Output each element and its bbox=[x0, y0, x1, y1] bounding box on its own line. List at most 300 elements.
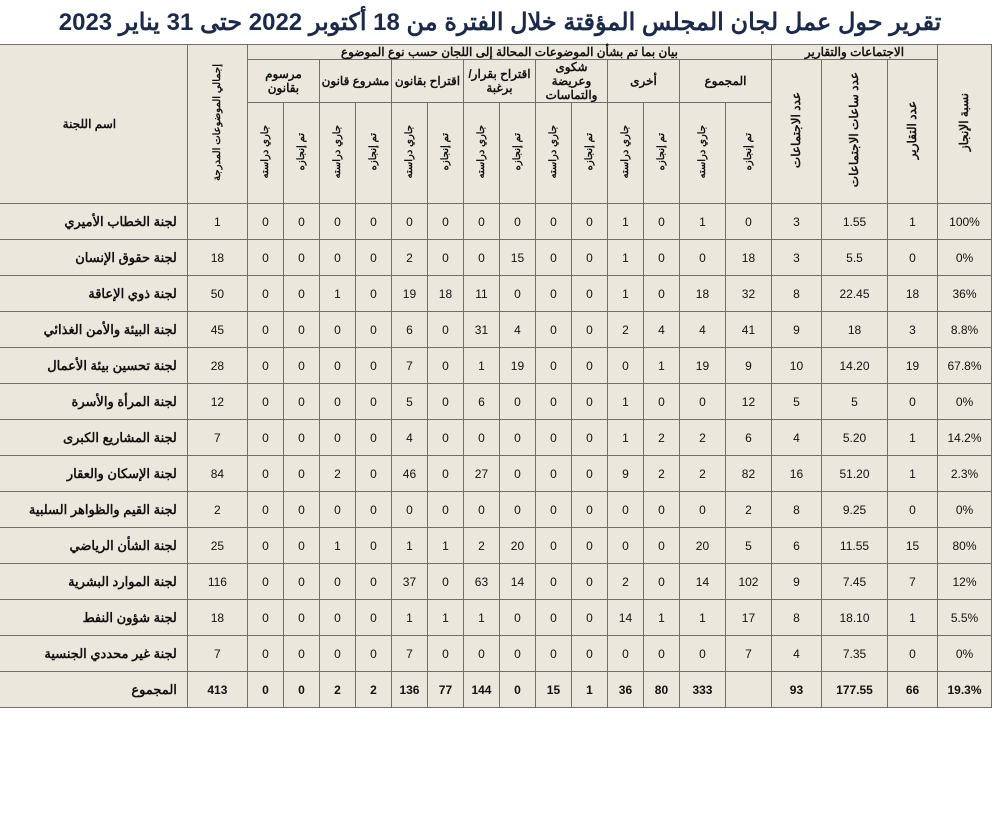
cell-completion-rate: 14.2% bbox=[938, 420, 992, 456]
cell-committee-name: لجنة المشاريع الكبرى bbox=[0, 420, 187, 456]
th-decree-pending: جاري دراسته bbox=[247, 103, 283, 204]
th-total-done: تم إنجازه bbox=[725, 103, 771, 204]
th-meeting-hours-label: عدد ساعات الاجتماعات bbox=[846, 72, 861, 188]
cell-other-done: 0 bbox=[643, 384, 679, 420]
th-total-referred-label: إجمالي الموضوعات المدرجة bbox=[211, 64, 223, 181]
cell-decree-pending: 0 bbox=[247, 492, 283, 528]
cell-meetings-count: 4 bbox=[771, 420, 821, 456]
cell-decree-pending: 0 bbox=[247, 348, 283, 384]
cell-complaints-done: 0 bbox=[571, 636, 607, 672]
cell-completion-rate: 5.5% bbox=[938, 600, 992, 636]
th-group-meetings: الاجتماعات والتقارير bbox=[771, 45, 937, 60]
cell-meeting-hours: 5 bbox=[822, 384, 888, 420]
cell-decree-done: 0 bbox=[283, 348, 319, 384]
cell-complaints-done: 0 bbox=[571, 204, 607, 240]
cell-draft-pending: 0 bbox=[319, 240, 355, 276]
cell-completion-rate: 36% bbox=[938, 276, 992, 312]
cell-total-referred: 45 bbox=[187, 312, 247, 348]
cell-wish-pending: 144 bbox=[463, 672, 499, 708]
cell-committee-name: لجنة الشأن الرياضي bbox=[0, 528, 187, 564]
cell-total-pending: 14 bbox=[679, 564, 725, 600]
table-row bbox=[0, 528, 992, 564]
cell-total-referred: 7 bbox=[187, 636, 247, 672]
cell-other-done: 0 bbox=[643, 564, 679, 600]
cell-other-done: 0 bbox=[643, 204, 679, 240]
cell-law-done: 77 bbox=[427, 672, 463, 708]
cell-reports-count: 1 bbox=[888, 420, 938, 456]
cell-total-pending: 1 bbox=[679, 600, 725, 636]
cell-other-pending: 9 bbox=[607, 456, 643, 492]
cell-complaints-pending: 0 bbox=[535, 528, 571, 564]
cell-total-done: 6 bbox=[725, 420, 771, 456]
cell-decree-done: 0 bbox=[283, 384, 319, 420]
cell-complaints-pending: 0 bbox=[535, 276, 571, 312]
cell-draft-done: 2 bbox=[355, 672, 391, 708]
cell-decree-pending: 0 bbox=[247, 564, 283, 600]
cell-other-pending: 1 bbox=[607, 204, 643, 240]
cell-draft-done: 0 bbox=[355, 564, 391, 600]
cell-total-pending: 19 bbox=[679, 348, 725, 384]
th-group-subjects: بيان بما تم بشأن الموضوعات المحالة إلى اللجان حسب نوع الموضوع bbox=[247, 45, 771, 60]
cell-wish-done: 14 bbox=[499, 564, 535, 600]
cell-draft-done: 0 bbox=[355, 600, 391, 636]
th-complaints: شكوى وعريضة والتماسات bbox=[535, 60, 607, 103]
cell-law-pending: 4 bbox=[391, 420, 427, 456]
cell-total-pending: 0 bbox=[679, 240, 725, 276]
cell-complaints-done: 0 bbox=[571, 492, 607, 528]
page-title-bar bbox=[0, 0, 1000, 44]
cell-wish-pending: 0 bbox=[463, 420, 499, 456]
cell-law-done: 0 bbox=[427, 204, 463, 240]
cell-meetings-count: 9 bbox=[771, 564, 821, 600]
cell-other-pending: 36 bbox=[607, 672, 643, 708]
cell-reports-count: 0 bbox=[888, 492, 938, 528]
th-decree-law: مرسوم بقانون bbox=[247, 60, 319, 103]
cell-other-pending: 1 bbox=[607, 276, 643, 312]
cell-decree-pending: 0 bbox=[247, 420, 283, 456]
cell-other-done: 0 bbox=[643, 636, 679, 672]
cell-total-done bbox=[725, 672, 771, 708]
cell-completion-rate: 19.3% bbox=[938, 672, 992, 708]
cell-decree-pending: 0 bbox=[247, 672, 283, 708]
cell-total-referred: 18 bbox=[187, 240, 247, 276]
cell-complaints-done: 0 bbox=[571, 564, 607, 600]
cell-wish-pending: 0 bbox=[463, 492, 499, 528]
cell-wish-pending: 1 bbox=[463, 600, 499, 636]
cell-other-done: 4 bbox=[643, 312, 679, 348]
table-row bbox=[0, 456, 992, 492]
cell-wish-done: 19 bbox=[499, 348, 535, 384]
cell-meeting-hours: 9.25 bbox=[822, 492, 888, 528]
cell-total-pending: 333 bbox=[679, 672, 725, 708]
cell-meetings-count: 93 bbox=[771, 672, 821, 708]
cell-total-referred: 50 bbox=[187, 276, 247, 312]
cell-complaints-pending: 0 bbox=[535, 312, 571, 348]
cell-decree-done: 0 bbox=[283, 564, 319, 600]
cell-draft-done: 0 bbox=[355, 348, 391, 384]
cell-committee-name: لجنة الإسكان والعقار bbox=[0, 456, 187, 492]
cell-wish-done: 15 bbox=[499, 240, 535, 276]
cell-other-pending: 2 bbox=[607, 564, 643, 600]
cell-total-done: 18 bbox=[725, 240, 771, 276]
cell-other-done: 0 bbox=[643, 492, 679, 528]
cell-completion-rate: 0% bbox=[938, 636, 992, 672]
cell-other-pending: 0 bbox=[607, 348, 643, 384]
table-row bbox=[0, 636, 992, 672]
th-proposal-wish: اقتراح بقرار/ برغبة bbox=[463, 60, 535, 103]
cell-wish-pending: 63 bbox=[463, 564, 499, 600]
cell-wish-done: 0 bbox=[499, 456, 535, 492]
cell-wish-pending: 1 bbox=[463, 348, 499, 384]
th-draft-law: مشروع قانون bbox=[319, 60, 391, 103]
cell-decree-done: 0 bbox=[283, 240, 319, 276]
th-meetings-count bbox=[771, 60, 821, 204]
cell-law-pending: 2 bbox=[391, 240, 427, 276]
cell-law-done: 0 bbox=[427, 492, 463, 528]
cell-law-done: 0 bbox=[427, 312, 463, 348]
th-law-pending: جاري دراسته bbox=[391, 103, 427, 204]
cell-meeting-hours: 18.10 bbox=[822, 600, 888, 636]
cell-total-pending: 1 bbox=[679, 204, 725, 240]
cell-draft-pending: 0 bbox=[319, 312, 355, 348]
cell-wish-pending: 11 bbox=[463, 276, 499, 312]
cell-completion-rate: 0% bbox=[938, 492, 992, 528]
cell-committee-name: لجنة غير محددي الجنسية bbox=[0, 636, 187, 672]
cell-total-done: 17 bbox=[725, 600, 771, 636]
table-row bbox=[0, 276, 992, 312]
cell-other-pending: 0 bbox=[607, 636, 643, 672]
cell-total-pending: 4 bbox=[679, 312, 725, 348]
cell-total-referred: 2 bbox=[187, 492, 247, 528]
cell-total-pending: 2 bbox=[679, 456, 725, 492]
cell-committee-name: لجنة القيم والظواهر السلبية bbox=[0, 492, 187, 528]
cell-draft-done: 0 bbox=[355, 204, 391, 240]
cell-complaints-pending: 0 bbox=[535, 600, 571, 636]
cell-total-referred: 7 bbox=[187, 420, 247, 456]
cell-other-done: 0 bbox=[643, 528, 679, 564]
cell-meeting-hours: 51.20 bbox=[822, 456, 888, 492]
cell-complaints-done: 1 bbox=[571, 672, 607, 708]
cell-reports-count: 7 bbox=[888, 564, 938, 600]
table-row bbox=[0, 420, 992, 456]
cell-decree-done: 0 bbox=[283, 636, 319, 672]
th-completion-rate-label: نسبة الإنجاز bbox=[956, 93, 971, 152]
cell-total-pending: 0 bbox=[679, 492, 725, 528]
cell-completion-rate: 0% bbox=[938, 384, 992, 420]
cell-complaints-done: 0 bbox=[571, 276, 607, 312]
cell-reports-count: 1 bbox=[888, 456, 938, 492]
cell-draft-done: 0 bbox=[355, 312, 391, 348]
cell-wish-done: 0 bbox=[499, 420, 535, 456]
cell-decree-pending: 0 bbox=[247, 528, 283, 564]
table-row bbox=[0, 384, 992, 420]
cell-law-pending: 1 bbox=[391, 600, 427, 636]
th-total: المجموع bbox=[679, 60, 771, 103]
cell-committee-name: المجموع bbox=[0, 672, 187, 708]
th-other-done: تم إنجازه bbox=[643, 103, 679, 204]
cell-decree-done: 0 bbox=[283, 528, 319, 564]
cell-draft-done: 0 bbox=[355, 240, 391, 276]
cell-total-pending: 20 bbox=[679, 528, 725, 564]
cell-reports-count: 3 bbox=[888, 312, 938, 348]
cell-wish-pending: 27 bbox=[463, 456, 499, 492]
cell-law-pending: 6 bbox=[391, 312, 427, 348]
cell-committee-name: لجنة شؤون النفط bbox=[0, 600, 187, 636]
cell-draft-done: 0 bbox=[355, 276, 391, 312]
cell-other-pending: 0 bbox=[607, 528, 643, 564]
cell-meeting-hours: 177.55 bbox=[822, 672, 888, 708]
th-proposal-law: اقتراح بقانون bbox=[391, 60, 463, 103]
cell-draft-done: 0 bbox=[355, 492, 391, 528]
cell-law-done: 18 bbox=[427, 276, 463, 312]
cell-total-pending: 2 bbox=[679, 420, 725, 456]
cell-draft-pending: 2 bbox=[319, 456, 355, 492]
cell-draft-done: 0 bbox=[355, 420, 391, 456]
cell-draft-pending: 0 bbox=[319, 564, 355, 600]
th-other-pending: جاري دراسته bbox=[607, 103, 643, 204]
cell-complaints-pending: 0 bbox=[535, 564, 571, 600]
cell-other-pending: 1 bbox=[607, 240, 643, 276]
th-total-referred bbox=[187, 45, 247, 204]
cell-reports-count: 0 bbox=[888, 384, 938, 420]
cell-reports-count: 1 bbox=[888, 600, 938, 636]
cell-completion-rate: 12% bbox=[938, 564, 992, 600]
cell-decree-done: 0 bbox=[283, 204, 319, 240]
cell-law-pending: 0 bbox=[391, 204, 427, 240]
cell-draft-pending: 0 bbox=[319, 420, 355, 456]
cell-total-pending: 18 bbox=[679, 276, 725, 312]
cell-total-done: 9 bbox=[725, 348, 771, 384]
cell-decree-pending: 0 bbox=[247, 636, 283, 672]
cell-reports-count: 15 bbox=[888, 528, 938, 564]
cell-completion-rate: 0% bbox=[938, 240, 992, 276]
cell-wish-done: 0 bbox=[499, 204, 535, 240]
cell-decree-pending: 0 bbox=[247, 600, 283, 636]
cell-committee-name: لجنة الخطاب الأميري bbox=[0, 204, 187, 240]
cell-meetings-count: 4 bbox=[771, 636, 821, 672]
cell-complaints-done: 0 bbox=[571, 420, 607, 456]
cell-wish-done: 0 bbox=[499, 492, 535, 528]
cell-meeting-hours: 5.5 bbox=[822, 240, 888, 276]
cell-law-done: 0 bbox=[427, 636, 463, 672]
cell-decree-done: 0 bbox=[283, 492, 319, 528]
cell-draft-pending: 1 bbox=[319, 276, 355, 312]
th-draft-pending: جاري دراسته bbox=[319, 103, 355, 204]
cell-wish-pending: 0 bbox=[463, 204, 499, 240]
cell-total-referred: 12 bbox=[187, 384, 247, 420]
cell-completion-rate: 8.8% bbox=[938, 312, 992, 348]
cell-decree-done: 0 bbox=[283, 672, 319, 708]
th-complaints-done: تم إنجازه bbox=[571, 103, 607, 204]
cell-committee-name: لجنة البيئة والأمن الغذائي bbox=[0, 312, 187, 348]
cell-law-done: 0 bbox=[427, 456, 463, 492]
cell-total-referred: 116 bbox=[187, 564, 247, 600]
th-reports-count bbox=[888, 60, 938, 204]
cell-complaints-done: 0 bbox=[571, 456, 607, 492]
cell-law-pending: 37 bbox=[391, 564, 427, 600]
th-total-pending: جاري دراسته bbox=[679, 103, 725, 204]
cell-other-done: 1 bbox=[643, 348, 679, 384]
cell-other-done: 2 bbox=[643, 420, 679, 456]
cell-meeting-hours: 18 bbox=[822, 312, 888, 348]
cell-law-pending: 7 bbox=[391, 348, 427, 384]
cell-total-referred: 28 bbox=[187, 348, 247, 384]
cell-law-pending: 136 bbox=[391, 672, 427, 708]
cell-decree-done: 0 bbox=[283, 600, 319, 636]
cell-committee-name: لجنة حقوق الإنسان bbox=[0, 240, 187, 276]
cell-draft-done: 0 bbox=[355, 636, 391, 672]
cell-complaints-done: 0 bbox=[571, 384, 607, 420]
table-row bbox=[0, 600, 992, 636]
cell-draft-pending: 2 bbox=[319, 672, 355, 708]
cell-meeting-hours: 7.35 bbox=[822, 636, 888, 672]
th-completion-rate bbox=[938, 45, 992, 204]
th-meetings-count-label: عدد الاجتماعات bbox=[788, 91, 803, 169]
cell-meeting-hours: 22.45 bbox=[822, 276, 888, 312]
cell-total-referred: 84 bbox=[187, 456, 247, 492]
cell-draft-done: 0 bbox=[355, 384, 391, 420]
th-committee-name: اسم اللجنة bbox=[0, 45, 187, 204]
cell-draft-pending: 0 bbox=[319, 492, 355, 528]
th-wish-done: تم إنجازه bbox=[499, 103, 535, 204]
cell-decree-pending: 0 bbox=[247, 384, 283, 420]
cell-draft-pending: 0 bbox=[319, 384, 355, 420]
cell-law-pending: 19 bbox=[391, 276, 427, 312]
cell-meetings-count: 16 bbox=[771, 456, 821, 492]
cell-decree-pending: 0 bbox=[247, 204, 283, 240]
cell-other-done: 2 bbox=[643, 456, 679, 492]
cell-other-pending: 0 bbox=[607, 492, 643, 528]
cell-total-done: 82 bbox=[725, 456, 771, 492]
cell-law-done: 0 bbox=[427, 420, 463, 456]
cell-wish-done: 0 bbox=[499, 672, 535, 708]
cell-completion-rate: 100% bbox=[938, 204, 992, 240]
page-title: تقرير حول عمل لجان المجلس المؤقتة خلال الفترة من 18 أكتوبر 2022 حتى 31 يناير 2023 bbox=[58, 8, 942, 36]
table-row-total bbox=[0, 672, 992, 708]
cell-meeting-hours: 11.55 bbox=[822, 528, 888, 564]
cell-other-done: 0 bbox=[643, 240, 679, 276]
cell-law-pending: 0 bbox=[391, 492, 427, 528]
cell-complaints-done: 0 bbox=[571, 600, 607, 636]
cell-other-pending: 1 bbox=[607, 420, 643, 456]
cell-total-done: 41 bbox=[725, 312, 771, 348]
table-head bbox=[0, 45, 992, 204]
cell-draft-pending: 0 bbox=[319, 636, 355, 672]
cell-meetings-count: 3 bbox=[771, 204, 821, 240]
cell-completion-rate: 67.8% bbox=[938, 348, 992, 384]
cell-committee-name: لجنة الموارد البشرية bbox=[0, 564, 187, 600]
cell-decree-done: 0 bbox=[283, 312, 319, 348]
cell-meetings-count: 10 bbox=[771, 348, 821, 384]
cell-law-pending: 5 bbox=[391, 384, 427, 420]
th-law-done: تم إنجازه bbox=[427, 103, 463, 204]
cell-wish-done: 0 bbox=[499, 384, 535, 420]
table-body bbox=[0, 204, 992, 708]
cell-total-referred: 1 bbox=[187, 204, 247, 240]
cell-committee-name: لجنة المرأة والأسرة bbox=[0, 384, 187, 420]
table-row bbox=[0, 492, 992, 528]
cell-draft-pending: 0 bbox=[319, 204, 355, 240]
cell-meeting-hours: 1.55 bbox=[822, 204, 888, 240]
table-row bbox=[0, 240, 992, 276]
cell-complaints-pending: 15 bbox=[535, 672, 571, 708]
table-row bbox=[0, 348, 992, 384]
cell-wish-pending: 6 bbox=[463, 384, 499, 420]
cell-reports-count: 0 bbox=[888, 636, 938, 672]
cell-other-done: 0 bbox=[643, 276, 679, 312]
cell-complaints-pending: 0 bbox=[535, 240, 571, 276]
cell-reports-count: 66 bbox=[888, 672, 938, 708]
cell-total-done: 32 bbox=[725, 276, 771, 312]
cell-meeting-hours: 5.20 bbox=[822, 420, 888, 456]
th-reports-count-label: عدد التقارير bbox=[904, 100, 919, 160]
th-wish-pending: جاري دراسته bbox=[463, 103, 499, 204]
cell-draft-done: 0 bbox=[355, 456, 391, 492]
cell-law-pending: 7 bbox=[391, 636, 427, 672]
cell-total-referred: 25 bbox=[187, 528, 247, 564]
cell-decree-pending: 0 bbox=[247, 276, 283, 312]
cell-law-done: 0 bbox=[427, 240, 463, 276]
cell-other-pending: 1 bbox=[607, 384, 643, 420]
cell-complaints-done: 0 bbox=[571, 240, 607, 276]
cell-committee-name: لجنة تحسين بيئة الأعمال bbox=[0, 348, 187, 384]
cell-decree-pending: 0 bbox=[247, 312, 283, 348]
cell-law-done: 0 bbox=[427, 348, 463, 384]
cell-complaints-pending: 0 bbox=[535, 636, 571, 672]
cell-completion-rate: 80% bbox=[938, 528, 992, 564]
th-draft-done: تم إنجازه bbox=[355, 103, 391, 204]
cell-total-done: 102 bbox=[725, 564, 771, 600]
cell-meeting-hours: 14.20 bbox=[822, 348, 888, 384]
cell-reports-count: 1 bbox=[888, 204, 938, 240]
th-meeting-hours bbox=[822, 60, 888, 204]
cell-complaints-pending: 0 bbox=[535, 420, 571, 456]
cell-law-done: 1 bbox=[427, 600, 463, 636]
cell-meetings-count: 8 bbox=[771, 276, 821, 312]
cell-law-pending: 1 bbox=[391, 528, 427, 564]
table-row bbox=[0, 204, 992, 240]
cell-reports-count: 18 bbox=[888, 276, 938, 312]
cell-draft-pending: 0 bbox=[319, 600, 355, 636]
cell-total-referred: 413 bbox=[187, 672, 247, 708]
cell-total-done: 2 bbox=[725, 492, 771, 528]
th-complaints-pending: جاري دراسته bbox=[535, 103, 571, 204]
header-row-groups bbox=[0, 45, 992, 60]
cell-total-done: 12 bbox=[725, 384, 771, 420]
cell-draft-done: 0 bbox=[355, 528, 391, 564]
cell-law-pending: 46 bbox=[391, 456, 427, 492]
cell-other-pending: 14 bbox=[607, 600, 643, 636]
cell-meeting-hours: 7.45 bbox=[822, 564, 888, 600]
cell-draft-pending: 1 bbox=[319, 528, 355, 564]
cell-meetings-count: 8 bbox=[771, 600, 821, 636]
th-other: أخرى bbox=[607, 60, 679, 103]
cell-meetings-count: 5 bbox=[771, 384, 821, 420]
cell-total-done: 5 bbox=[725, 528, 771, 564]
cell-complaints-pending: 0 bbox=[535, 456, 571, 492]
cell-wish-done: 20 bbox=[499, 528, 535, 564]
cell-decree-pending: 0 bbox=[247, 456, 283, 492]
cell-wish-pending: 2 bbox=[463, 528, 499, 564]
cell-total-pending: 0 bbox=[679, 384, 725, 420]
cell-wish-done: 0 bbox=[499, 636, 535, 672]
cell-wish-pending: 0 bbox=[463, 240, 499, 276]
cell-draft-pending: 0 bbox=[319, 348, 355, 384]
cell-wish-pending: 0 bbox=[463, 636, 499, 672]
cell-decree-done: 0 bbox=[283, 456, 319, 492]
cell-other-done: 80 bbox=[643, 672, 679, 708]
cell-decree-done: 0 bbox=[283, 420, 319, 456]
